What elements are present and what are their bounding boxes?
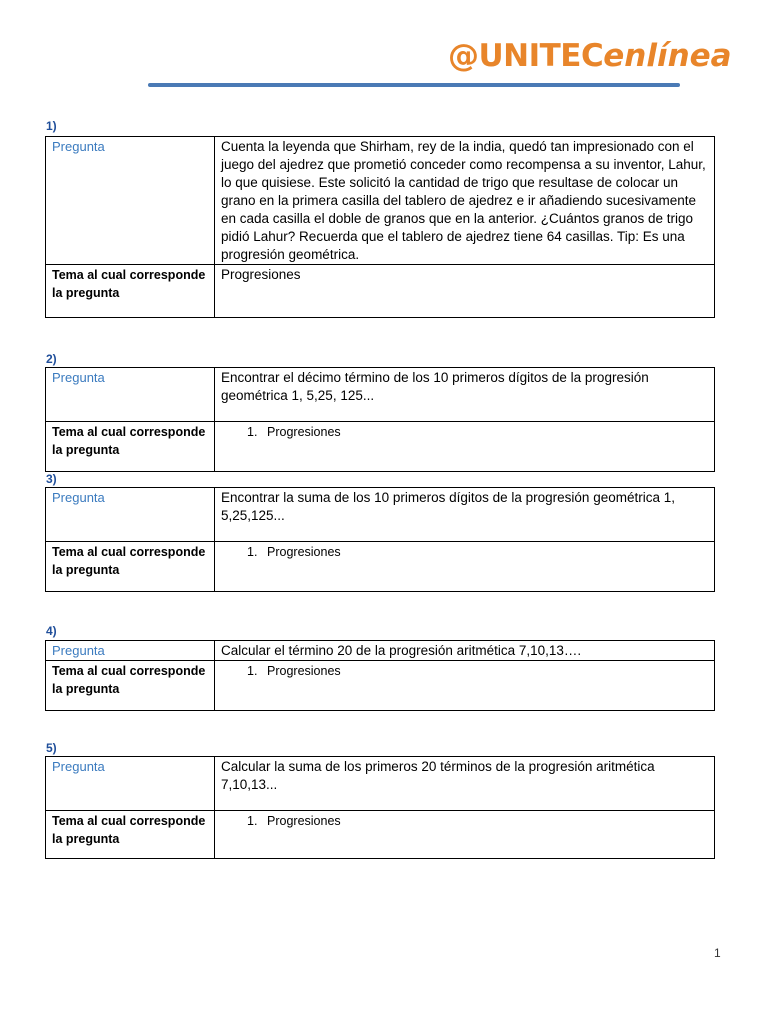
list-marker: 1. [247, 814, 258, 828]
topic-cell [215, 265, 715, 318]
topic-cell [215, 542, 715, 592]
topic-text: Progresiones [267, 664, 341, 678]
question-text: Calcular el término 20 de la progresión aritmética 7,10,13…. [221, 643, 582, 658]
topic-label: Tema al cual corresponde la pregunta [52, 268, 206, 300]
question-row [46, 137, 715, 265]
question-row [46, 368, 715, 422]
question-label: Pregunta [52, 643, 105, 658]
question-number: 3) [46, 472, 57, 486]
question-text: Encontrar el décimo término de los 10 primeros dígitos de la progresión geométrica 1, 5,25, 125... [221, 370, 649, 403]
list-marker: 1. [247, 545, 258, 559]
question-table [45, 487, 715, 592]
question-table [45, 756, 715, 859]
logo-at-sign: @ [448, 38, 479, 74]
topic-label: Tema al cual corresponde la pregunta [52, 425, 206, 457]
topic-row [46, 542, 715, 592]
topic-label-cell [46, 422, 215, 472]
question-label-cell [46, 757, 215, 811]
unitec-enlinea-logo [448, 38, 732, 74]
topic-text: Progresiones [221, 267, 301, 282]
topic-text: Progresiones [267, 545, 341, 559]
topic-label: Tema al cual corresponde la pregunta [52, 664, 206, 696]
question-label: Pregunta [52, 490, 105, 505]
question-row [46, 488, 715, 542]
page-number: 1 [714, 946, 721, 960]
question-label-cell [46, 368, 215, 422]
question-table [45, 367, 715, 472]
topic-label-cell [46, 661, 215, 711]
question-text-cell [215, 641, 715, 661]
topic-row [46, 422, 715, 472]
logo-brand: UNITEC [478, 38, 604, 74]
logo-suffix: enlínea [603, 38, 732, 74]
question-number: 4) [46, 624, 57, 638]
topic-row [46, 811, 715, 859]
topic-row [46, 661, 715, 711]
question-label: Pregunta [52, 139, 105, 154]
question-text: Encontrar la suma de los 10 primeros dígitos de la progresión geométrica 1, 5,25,125... [221, 490, 675, 523]
topic-label: Tema al cual corresponde la pregunta [52, 545, 206, 577]
topic-row [46, 265, 715, 318]
question-label-cell [46, 488, 215, 542]
question-text: Cuenta la leyenda que Shirham, rey de la india, quedó tan impresionado con el juego del ajedrez que prometió conceder como recompensa a su inventor, Lahur, lo que quisiese. Este solicitó la cantidad de trigo que resultase de colocar un grano en la primera casilla del tablero de ajedrez e ir añadiendo sucesivamente en cada casilla el doble de granos que en la anterior. ¿Cuántos granos de trigo pidió Lahur? Recuerda que el tablero de ajedrez tiene 64 casillas. Tip: Es una progresión geométrica. [221, 139, 706, 262]
question-text-cell [215, 368, 715, 422]
list-marker: 1. [247, 425, 258, 439]
topic-label-cell [46, 542, 215, 592]
topic-label-cell [46, 811, 215, 859]
question-label-cell [46, 641, 215, 661]
question-row [46, 641, 715, 661]
question-text-cell [215, 488, 715, 542]
header-divider [148, 83, 680, 87]
question-row [46, 757, 715, 811]
question-text: Calcular la suma de los primeros 20 términos de la progresión aritmética 7,10,13... [221, 759, 655, 792]
question-number: 5) [46, 741, 57, 755]
question-label: Pregunta [52, 759, 105, 774]
topic-text: Progresiones [267, 814, 341, 828]
topic-label-cell [46, 265, 215, 318]
question-number: 2) [46, 352, 57, 366]
topic-cell [215, 661, 715, 711]
question-table [45, 640, 715, 711]
question-text-cell [215, 757, 715, 811]
question-table [45, 136, 715, 318]
topic-cell [215, 811, 715, 859]
question-number: 1) [46, 119, 57, 133]
question-label-cell [46, 137, 215, 265]
topic-cell [215, 422, 715, 472]
question-label: Pregunta [52, 370, 105, 385]
topic-label: Tema al cual corresponde la pregunta [52, 814, 206, 846]
topic-text: Progresiones [267, 425, 341, 439]
list-marker: 1. [247, 664, 258, 678]
question-text-cell [215, 137, 715, 265]
